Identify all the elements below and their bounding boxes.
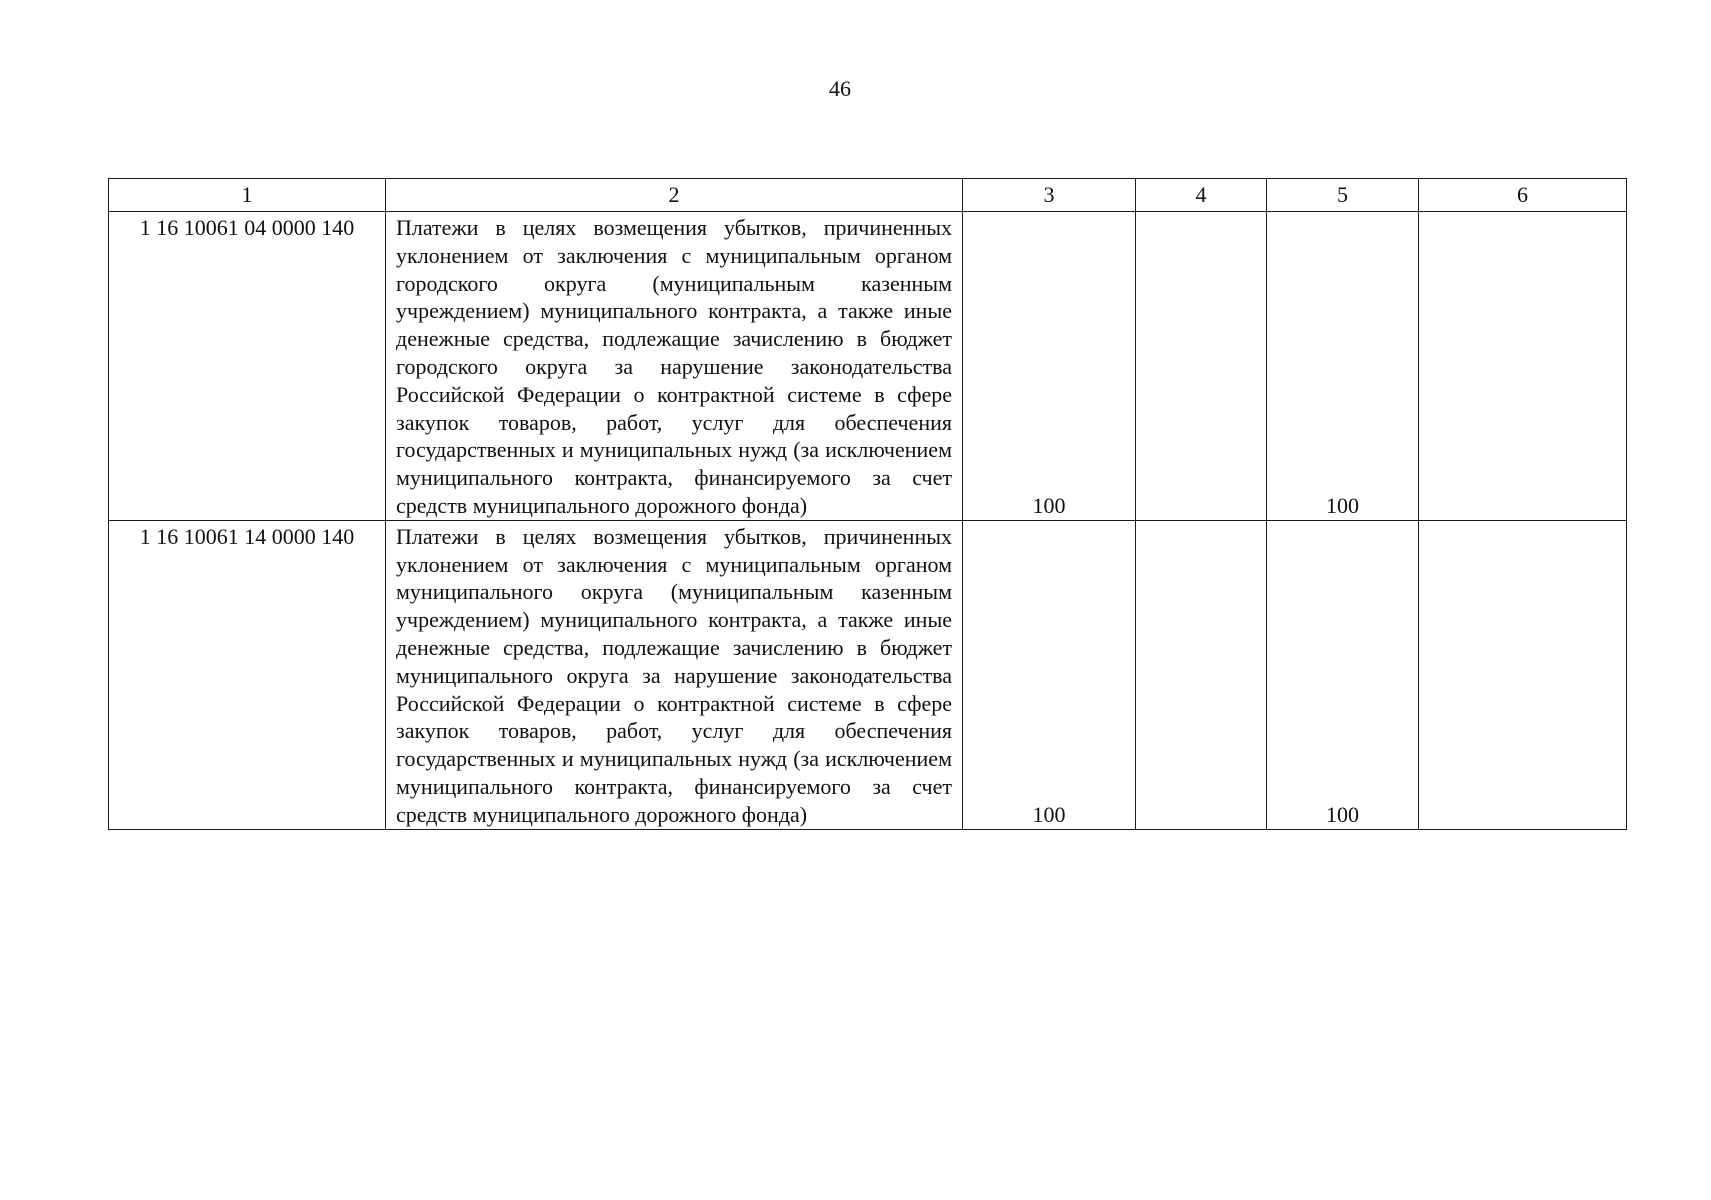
value-cell-col6 [1419,212,1627,521]
value-cell-col5: 100 [1267,212,1419,521]
column-header-1: 1 [109,179,386,212]
table-header-row [109,179,1627,212]
value-cell-col3: 100 [963,520,1136,829]
description-cell: Платежи в целях возмещения убытков, причиненных уклонением от заключения с муниципальным органом городского округа (муниципальным казенным учреждением) муниципального контракта, а также иные денежные средства, подлежащие зачислению в бюджет городского округа за нарушение законодательства Российской Федерации о контрактной системе в сфере закупок товаров, работ, услуг для обеспечения государственных и муниципальных нужд (за исключением муниципального контракта, финансируемого за счет средств муниципального дорожного фонда) [386,212,963,521]
value-cell-col4 [1136,520,1267,829]
table-row [109,212,1627,521]
column-header-3: 3 [963,179,1136,212]
column-header-6: 6 [1419,179,1627,212]
column-header-4: 4 [1136,179,1267,212]
value-cell-col5: 100 [1267,520,1419,829]
column-header-2: 2 [386,179,963,212]
value-cell-col6 [1419,520,1627,829]
value-cell-col3: 100 [963,212,1136,521]
table-row [109,520,1627,829]
budget-codes-table [108,178,1627,830]
budget-code-cell: 1 16 10061 04 0000 140 [109,212,386,521]
value-cell-col4 [1136,212,1267,521]
budget-code-cell: 1 16 10061 14 0000 140 [109,520,386,829]
description-cell: Платежи в целях возмещения убытков, причиненных уклонением от заключения с муниципальным органом муниципального округа (муниципальным казенным учреждением) муниципального контракта, а также иные денежные средства, подлежащие зачислению в бюджет муниципального округа за нарушение законодательства Российской Федерации о контрактной системе в сфере закупок товаров, работ, услуг для обеспечения государственных и муниципальных нужд (за исключением муниципального контракта, финансируемого за счет средств муниципального дорожного фонда) [386,520,963,829]
column-header-5: 5 [1267,179,1419,212]
page-number: 46 [829,76,851,101]
